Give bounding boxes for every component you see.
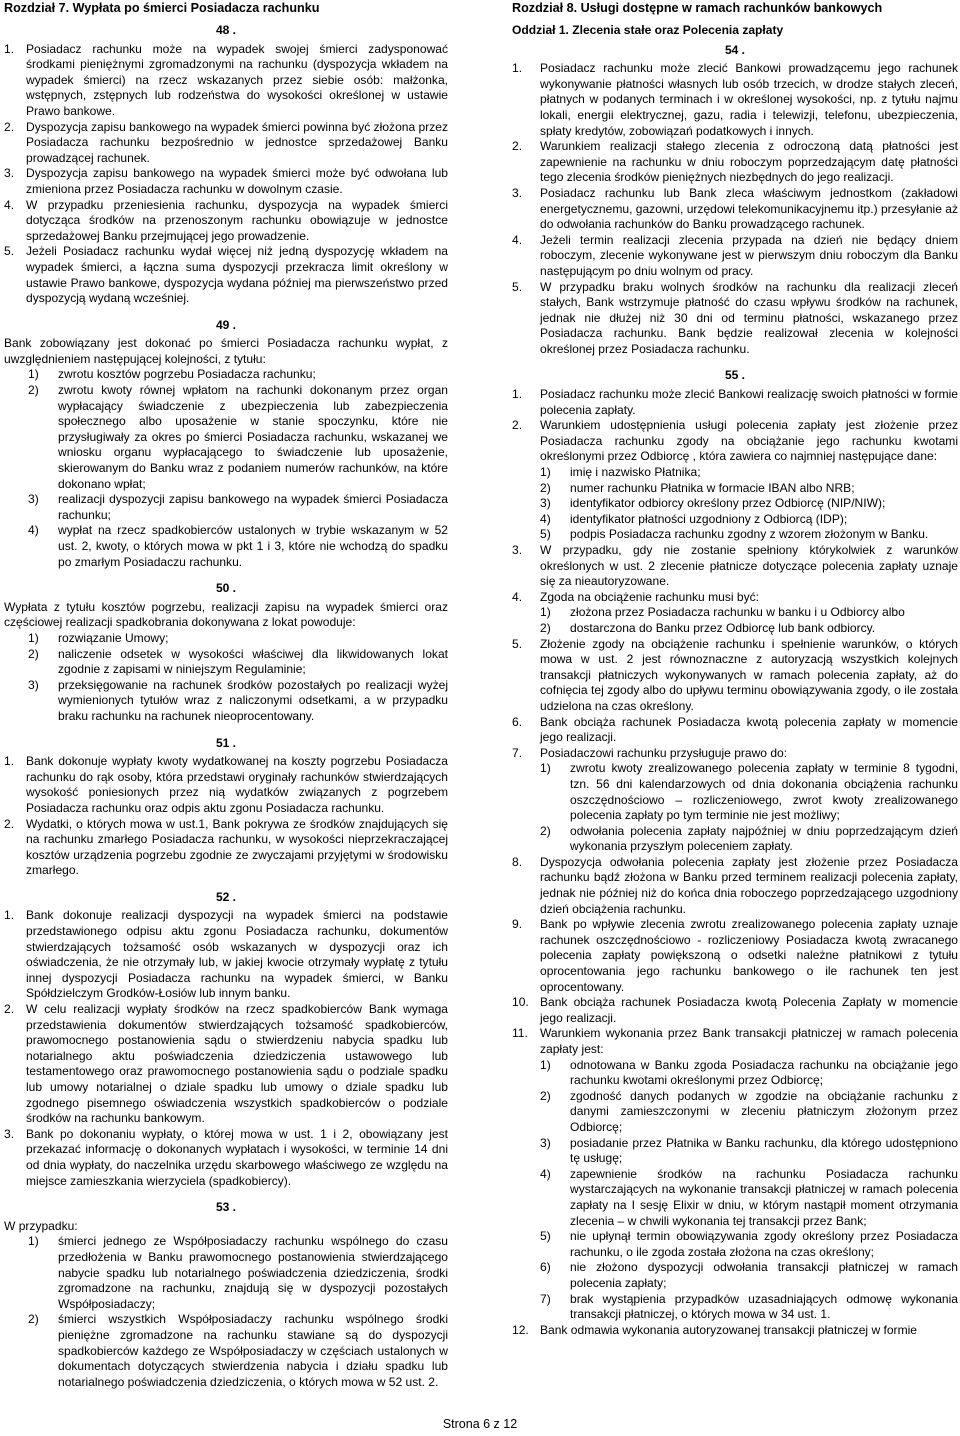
sub-item-text: nie złożono dyspozycji odwołania transakcji płatniczej w ramach polecenia zapłaty; — [570, 1260, 958, 1290]
section-title: 55 . — [724, 368, 746, 383]
sub-list-item — [512, 512, 958, 528]
sub-list-item — [512, 761, 958, 823]
item-number: 2. — [4, 1002, 15, 1017]
item-text: Jeżeli Posiadacz rachunku wydał więcej niż jedną dyspozycję wkładem na wypadek śmierci, a łączna suma dyspozycji przekracza limit określony w ustawie Prawo bankowe, dyspozycja wydana później ma pierwszeństwo przed dyspozycją wydaną wcześniej. — [26, 244, 448, 306]
item-number: 3. — [512, 185, 523, 200]
sub-list-item — [512, 481, 958, 497]
item-number: 5. — [4, 244, 15, 259]
sub-list-item — [512, 1058, 958, 1089]
list-item — [512, 715, 958, 746]
list-item — [4, 678, 448, 725]
section-spacer — [4, 1390, 448, 1401]
list-item — [512, 590, 958, 606]
item-number: 1. — [4, 754, 15, 769]
sub-item-text: posiadanie przez Płatnika w Banku rachunku, dla którego udostępniono tę usługę; — [570, 1135, 958, 1166]
list-item — [512, 139, 958, 186]
section-intro: Wypłata z tytułu kosztów pogrzebu, realizacji zapisu na wypadek śmierci oraz częściowej realizacji spadkobrania dokonywana z lokat powoduje: — [4, 599, 448, 630]
list-item — [4, 817, 448, 879]
list-item — [512, 186, 958, 233]
section-s55 — [512, 368, 958, 1338]
item-text: Zgoda na obciążenie rachunku musi być: — [540, 589, 759, 604]
list-item — [512, 543, 958, 590]
section-spacer — [512, 1338, 958, 1349]
item-text: zwrotu kosztów pogrzebu Posiadacza rachunku; — [58, 367, 316, 382]
sub-item-text: odwołania polecenia zapłaty najpóźniej w dniu poprzedzającym dzień wykonania przyszłym poleceniem zapłaty. — [570, 823, 958, 854]
sub-list-item — [512, 1167, 958, 1229]
sub-list-item — [512, 527, 958, 543]
item-text: Bank po wpływie zlecenia zwrotu zrealizowanego polecenia zapłaty uznaje rachunek oszczędnościowo - rozliczeniowy Posiadacza kwotą zwracanego polecenia zapłaty powiększoną o odsetki należne płatnikowi z tytułu oprocentowania jego rachunku bankowego o ile rachunek ten jest oprocentowany. — [540, 917, 958, 994]
sub-item-number: 6) — [540, 1260, 551, 1275]
list-item — [512, 387, 958, 418]
sub-item-number: 1) — [540, 761, 551, 776]
item-text: śmierci jednego ze Współposiadaczy rachunku wspólnego do czasu przedłożenia w Banku prawomocnego postanowienia stwierdzającego nabycie spadku lub notarialnego poświadczenia dziedziczenia, środki zgromadzone na rachunku, znajdują się w dyspozycji pozostałych Współposiadaczy; — [58, 1234, 448, 1311]
section-title: 50 . — [215, 581, 237, 596]
item-text: Warunkiem udostępnienia usługi polecenia zapłaty jest złożenie przez Posiadacza rachunku zgody na obciążanie jego rachunku kwotami określonymi przez Odbiorcę , która zawiera co najmniej następujące dane: — [540, 418, 958, 464]
item-number: 5. — [512, 636, 523, 651]
sub-item-number: 1) — [540, 605, 551, 620]
item-number: 4. — [4, 197, 15, 212]
list-item — [4, 367, 448, 383]
sub-list-item — [512, 1260, 958, 1291]
sub-item-number: 2) — [540, 823, 551, 838]
item-number: 2) — [28, 646, 39, 661]
item-number: 1. — [4, 908, 15, 923]
sub-item-number: 2) — [540, 480, 551, 495]
item-number: 11. — [512, 1026, 528, 1041]
item-number: 9. — [512, 917, 523, 932]
sub-list-item — [512, 1136, 958, 1167]
sub-list-item — [512, 1089, 958, 1136]
item-number: 4) — [28, 523, 39, 538]
list-item — [4, 1127, 448, 1189]
item-text: W celu realizacji wypłaty środków na rzecz spadkobierców Bank wymaga przedstawienia dokumentów stwierdzających tożsamość spadkobierców, prawomocnego postanowienia sądu o stwierdzeniu nabycia spadku lub notarialnego aktu poświadczenia dziedziczenia ustawowego lub testamentowego oraz prawomocnego postanowienia sądu o podziale spadku lub umowy notarialnej o dziale spadku lub umowy o dziale spadku lub zgodnego pisemnego oświadczenia wszystkich spadkobierców o podziale środków na rachunku bankowym. — [26, 1002, 448, 1126]
list-item — [4, 908, 448, 1002]
item-number: 2) — [28, 1312, 39, 1327]
list-item — [4, 492, 448, 523]
list-item — [4, 383, 448, 492]
sub-item-text: nie upłynął termin obowiązywania zgody określony przez Posiadacza rachunku, o ile zgoda została złożona na czas określony; — [570, 1229, 958, 1259]
section-title: 52 . — [215, 889, 237, 904]
sub-list-item — [512, 1229, 958, 1260]
item-number: 12. — [512, 1322, 529, 1337]
item-number: 1. — [512, 387, 523, 402]
item-text: Warunkiem wykonania przez Bank transakcji płatniczej w ramach polecenia zapłaty jest: — [540, 1026, 958, 1056]
item-text: Jeżeli termin realizacji zlecenia przypada na dzień nie będący dniem roboczym, zlecenie wykonywane jest w pierwszym dniu roboczym dla Banku następującym po dniu wolnym od pracy. — [540, 232, 958, 278]
item-text: Złożenie zgody na obciążenie rachunku i spełnienie warunków, o których mowa w ust. 2 jest równoznaczne z autoryzacją wszystkich kolejnych transakcji płatniczych wykonywanych w ramach polecenia zapłaty, aż do cofnięcia tej zgody albo do upływu terminu obowiązywania zgody, o ile została udzielona na czas określony. — [540, 636, 958, 713]
item-number: 1) — [28, 630, 39, 645]
section-spacer — [4, 570, 448, 581]
sub-item-text: złożona przez Posiadacza rachunku w banku i u Odbiorcy albo — [570, 605, 905, 620]
item-text: wypłat na rzecz spadkobierców ustalonych w trybie wskazanym w 52 ust. 2, kwoty, o których mowa w pkt 1 i 3, które nie wchodzą do spadku po zmarłym Posiadaczu rachunku. — [58, 523, 448, 569]
item-text: Dyspozycja zapisu bankowego na wypadek śmierci może być odwołana lub zmieniona przez Posiadacza rachunku w dowolnym czasie. — [26, 166, 448, 196]
right-column — [512, 0, 958, 1349]
sub-item-text: imię i nazwisko Płatnika; — [570, 465, 701, 480]
list-item — [512, 637, 958, 715]
item-text: Bank dokonuje realizacji dyspozycji na wypadek śmierci na podstawie przedstawionego odpisu aktu zgonu Posiadacza rachunku, dokumentów stwierdzających tożsamość osób wskazanych w dyspozycji oraz ich oświadczenia, że nie otrzymały lub, w jakiej kwocie otrzymały wypłatę z tytułu innej dyspozycji Posiadacza rachunku na wypadek śmierci, w Banku Spółdzielczym Grodków-Łosiów lub innym banku. — [26, 908, 448, 1001]
item-number: 2) — [28, 383, 39, 398]
list-item — [512, 746, 958, 762]
item-number: 2. — [4, 119, 15, 134]
list-item — [4, 1002, 448, 1127]
item-number: 1. — [512, 61, 523, 76]
sub-item-text: podpis Posiadacza rachunku zgodny z wzorem złożonym w Banku. — [570, 527, 929, 542]
section-s49 — [4, 318, 448, 571]
list-item — [512, 233, 958, 280]
sub-item-number: 3) — [540, 1135, 551, 1150]
list-item — [512, 995, 958, 1026]
item-text: śmierci wszystkich Współposiadaczy rachunku wspólnego środki pieniężne zgromadzone na rachunku stawiane są do dyspozycji spadkobierców każdego ze Współposiadaczy w częściach ustalonych w dokumentach dotyczących stwierdzenia nabycia i działu spadku lub notarialnego poświadczenia dziedziczenia, o których mowa w 52 ust. 2. — [58, 1312, 448, 1389]
section-title: 49 . — [215, 317, 237, 332]
list-item — [4, 120, 448, 167]
item-text: W przypadku przeniesienia rachunku, dyspozycja na wypadek śmierci dotycząca środków na przenoszonym rachunku obowiązuje w jednostce sprzedażowej Banku przejmującej jego prowadzenie. — [26, 197, 448, 243]
sub-item-number: 1) — [540, 465, 551, 480]
section-spacer — [4, 307, 448, 318]
item-text: Bank dokonuje wypłaty kwoty wydatkowanej na koszty pogrzebu Posiadacza rachunku do rąk osoby, która przedstawi oryginały rachunków stwierdzających wysokość poniesionych przez nią wydatków związanych z pogrzebem Posiadacza rachunku oraz odpis aktu zgonu Posiadacza rachunku. — [26, 754, 448, 815]
item-text: Posiadacz rachunku może zlecić Bankowi realizację swoich płatności w formie polecenia zapłaty. — [540, 387, 958, 417]
sub-item-number: 2) — [540, 620, 551, 635]
sub-list-item — [512, 824, 958, 855]
item-text: rozwiązanie Umowy; — [58, 630, 169, 645]
item-text: Posiadacz rachunku może zlecić Bankowi prowadzącemu jego rachunek wykonywanie płatności własnych lub osób trzecich, w drodze stałych zleceń, płatnych w podanych terminach i w określonej wysokości, np. z tytułu najmu lokali, energii elektrycznej, gazu, radia i telewizji, telefonu, ubezpieczenia, spłaty kredytów, zobowiązań podatkowych i innych. — [540, 61, 958, 138]
sub-item-text: identyfikator płatności uzgodniony z Odbiorcą (IDP); — [570, 511, 848, 526]
section-s53 — [4, 1200, 448, 1390]
item-text: realizacji dyspozycji zapisu bankowego na wypadek śmierci Posiadacza rachunku; — [58, 492, 448, 522]
item-text: Posiadacz rachunku lub Bank zleca właściwym jednostkom (zakładowi energetycznemu, gazowni, urzędowi telekomunikacyjnemu itp.) przesyłanie aż do odwołania rachunków do Banku prowadzącego rachunek. — [540, 185, 958, 232]
section-s54 — [512, 43, 958, 358]
division-heading: Oddział 1. Zlecenia stałe oraz Polecenia zapłaty — [512, 23, 784, 37]
item-number: 3) — [28, 677, 39, 692]
item-text: Posiadacz rachunku może na wypadek swojej śmierci zadysponować środkami pieniężnymi zgromadzonymi na rachunku (dyspozycja wkładem na wypadek śmierci) na rzecz wskazanych przez siebie osób: małżonka, wstępnych, zstępnych lub rodzeństwa do wysokości określonej w ustawie Prawo bankowe. — [26, 41, 448, 118]
list-item — [4, 1234, 448, 1312]
section-title: 51 . — [215, 735, 237, 750]
list-item — [4, 647, 448, 678]
left-column — [4, 0, 448, 1401]
item-text: Wydatki, o których mowa w ust.1, Bank pokrywa ze środków znajdujących się na rachunku zmarłego Posiadacza rachunku, w wysokości nieprzekraczającej kosztów urządzenia pogrzebu zgodnie ze zwyczajami przyjętymi w środowisku zmarłego. — [26, 816, 448, 878]
item-number: 8. — [512, 854, 523, 869]
item-number: 2. — [4, 816, 15, 831]
sub-item-number: 5) — [540, 1229, 551, 1244]
chapter-heading-right: Rozdział 8. Usługi dostępne w ramach rachunków bankowych — [512, 1, 883, 15]
sub-item-text: brak wystąpienia przypadków uzasadniających odmowę wykonania transakcji płatniczej, o których mowa w 34 ust. 1. — [570, 1291, 958, 1322]
item-number: 6. — [512, 714, 523, 729]
item-number: 3. — [4, 1126, 15, 1141]
sub-item-number: 3) — [540, 496, 551, 511]
list-item — [4, 631, 448, 647]
list-item — [512, 1323, 958, 1339]
sub-item-text: zwrotu kwoty zrealizowanego polecenia zapłaty w terminie 8 tygodni, tzn. 56 dni kalendarzowych od dnia dokonania obciążenia rachunku oszczędnościowo – rozliczeniowego, zwrot kwoty zrealizowanego polecenia zapłaty po tym terminie nie jest możliwy; — [570, 761, 958, 823]
sub-item-number: 2) — [540, 1088, 551, 1103]
list-item — [4, 244, 448, 306]
sub-list-item — [512, 496, 958, 512]
item-text: Bank po dokonaniu wypłaty, o której mowa w ust. 1 i 2, obowiązany jest przekazać informację o dokonanych wypłatach i wysokości, w terminie 14 dni od dnia wypłaty, do naczelnika urzędu skarbowego właściwego ze względu na miejsce zamieszkania wierzyciela (spadkobiercy). — [26, 1126, 448, 1188]
section-s50 — [4, 581, 448, 724]
right-column-body — [512, 43, 958, 1350]
item-text: W przypadku, gdy nie zostanie spełniony którykolwiek z warunków określonych w ust. 2 zlecenie płatnicze dotyczące polecenia zapłaty uznaje się za nieautoryzowane. — [540, 543, 958, 589]
list-item — [512, 855, 958, 917]
sub-item-text: odnotowana w Banku zgoda Posiadacza rachunku na obciążanie jego rachunku kwotami określonymi przez Odbiorcę; — [570, 1057, 958, 1088]
item-number: 3. — [512, 543, 523, 557]
item-number: 5. — [512, 279, 523, 294]
item-number: 1. — [4, 41, 15, 56]
sub-list-item — [512, 1292, 958, 1323]
item-text: Warunkiem realizacji stałego zlecenia z odroczoną datą płatności jest zapewnienie na rachunku w dniu roboczym poprzedzającym datę płatności tego zlecenia środków pieniężnych niezbędnych do jego realizacji. — [540, 139, 958, 185]
sub-item-text: dostarczona do Banku przez Odbiorcę lub bank odbiorcy. — [570, 620, 876, 635]
sub-list-item — [512, 621, 958, 637]
sub-list-item — [512, 605, 958, 621]
item-number: 3. — [4, 166, 15, 181]
item-text: Dyspozycja zapisu bankowego na wypadek śmierci powinna być złożona przez Posiadacza rachunku bezpośrednio w jednostce sprzedażowej Banku prowadzącej rachunek. — [26, 119, 448, 165]
item-text: przeksięgowanie na rachunek środków pozostałych po realizacji wyżej wymienionych tytułów wraz z naliczonymi odsetkami, a w przypadku braku rachunku na rachunek nieoprocentowany. — [58, 677, 448, 723]
sub-item-text: zapewnienie środków na rachunku Posiadacza rachunku wystarczających na wykonanie transakcji płatniczej w ramach polecenia zapłaty na I sesję Elixir w dniu, w którym nastąpił moment otrzymania zlecenia – w chwili wykonania tej transakcji przez Bank; — [570, 1166, 958, 1228]
page-number: Strona 6 z 12 — [442, 1417, 518, 1431]
sub-item-text: numer rachunku Płatnika w formacie IBAN albo NRB; — [570, 480, 855, 495]
list-item — [4, 754, 448, 816]
section-s48 — [4, 23, 448, 307]
item-number: 7. — [512, 745, 523, 760]
list-item — [4, 166, 448, 197]
list-item — [512, 418, 958, 465]
item-number: 4. — [512, 589, 523, 604]
item-number: 3) — [28, 492, 39, 507]
section-spacer — [512, 357, 958, 368]
section-spacer — [4, 879, 448, 890]
sub-item-number: 7) — [540, 1291, 551, 1306]
section-title: 48 . — [215, 23, 237, 37]
list-item — [512, 61, 958, 139]
sub-item-text: zgodność danych podanych w zgodzie na obciążanie rachunku z danymi zamieszczonymi w zleceniu płatniczym złożonym przez Odbiorcę; — [570, 1088, 958, 1134]
sub-item-text: identyfikator odbiorcy określony przez Odbiorcę (NIP/NIW); — [570, 496, 886, 511]
item-text: Bank odmawia wykonania autoryzowanej transakcji płatniczej w formie — [540, 1322, 917, 1337]
section-spacer — [4, 725, 448, 736]
chapter-heading-left: Rozdział 7. Wypłata po śmierci Posiadacza rachunku — [4, 1, 320, 15]
item-number: 1) — [28, 367, 39, 382]
sub-item-number: 1) — [540, 1057, 551, 1072]
list-item — [4, 198, 448, 245]
item-text: Bank obciąża rachunek Posiadacza kwotą Polecenia Zapłaty w momencie jego realizacji. — [540, 995, 958, 1025]
item-number: 10. — [512, 995, 529, 1010]
section-intro: W przypadku: — [4, 1218, 78, 1233]
item-number: 2. — [512, 418, 523, 433]
left-column-body — [4, 23, 448, 1401]
item-number: 2. — [512, 139, 523, 154]
item-text: Dyspozycja odwołania polecenia zapłaty jest złożenie przez Posiadacza rachunku bądź złożona w Banku przed terminem realizacji polecenia zapłaty, jednak nie później niż do końca dnia roboczego poprzedzającego uzgodniony dzień obciążenia rachunku. — [540, 854, 958, 916]
item-number: 4. — [512, 232, 523, 247]
sub-item-number: 4) — [540, 511, 551, 526]
section-title: 54 . — [724, 42, 746, 57]
item-text: Posiadaczowi rachunku przysługuje prawo do: — [540, 745, 788, 760]
list-item — [4, 523, 448, 570]
section-s51 — [4, 736, 448, 879]
list-item — [4, 1312, 448, 1390]
list-item — [512, 280, 958, 358]
item-number: 1) — [28, 1234, 39, 1249]
section-title: 53 . — [215, 1200, 237, 1215]
section-intro: Bank zobowiązany jest dokonać po śmierci Posiadacza rachunku wypłat, z uwzględnieniem następującej kolejności, z tytułu: — [4, 336, 448, 366]
list-item — [512, 917, 958, 995]
section-spacer — [4, 1189, 448, 1200]
section-s52 — [4, 890, 448, 1189]
item-text: W przypadku braku wolnych środków na rachunku dla realizacji zleceń stałych, Bank wstrzymuje płatność do czasu wpływu środków na rachunek, jednak nie dłużej niż 30 dni od terminu płatności, wskazanego przez Posiadacza rachunku. Bank będzie realizował zlecenia w kolejności określonej przez Posiadacza rachunku. — [540, 279, 958, 356]
sub-list-item — [512, 465, 958, 481]
item-text: naliczenie odsetek w wysokości właściwej dla likwidowanych lokat zgodnie z zapisami w niniejszym Regulaminie; — [58, 646, 448, 677]
list-item — [512, 1026, 958, 1057]
item-text: zwrotu kwoty równej wpłatom na rachunki dokonanym przez organ wypłacający świadczenie z ubezpieczenia lub zabezpieczenia społecznego albo uposażenie w stanie spoczynku, które nie przysługiwały za okres po śmierci Posiadacza rachunku, wskazanej we wniosku organu wypłacającego to świadczenie lub uposażenie, skierowanym do Banku wraz z podaniem numerów rachunków, na które dokonano wpłat; — [58, 383, 448, 491]
item-text: Bank obciąża rachunek Posiadacza kwotą polecenia zapłaty w momencie jego realizacji. — [540, 714, 958, 745]
sub-item-number: 5) — [540, 527, 551, 542]
sub-item-number: 4) — [540, 1166, 551, 1181]
list-item — [4, 42, 448, 120]
